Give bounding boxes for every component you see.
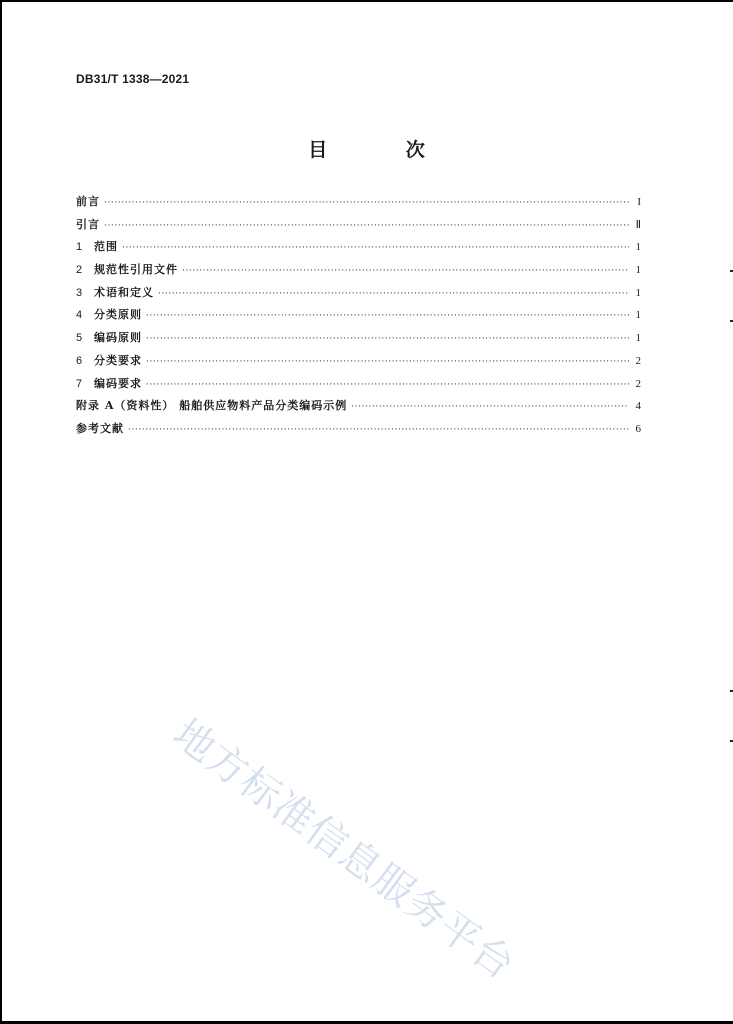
toc-leader-dots: [104, 198, 629, 208]
toc-leader-dots: [104, 221, 629, 231]
toc-entry-foreword[interactable]: [76, 193, 641, 216]
toc-leader-dots: [128, 425, 629, 435]
toc-leader-dots: [158, 289, 629, 299]
toc-label: 术语和定义: [94, 285, 154, 299]
toc-leader-dots: [146, 380, 629, 390]
toc-section-number: 5: [76, 332, 83, 345]
toc-page-number: 1: [635, 309, 641, 322]
toc-label: 范围: [94, 240, 118, 254]
toc-label: 引言: [76, 217, 100, 231]
toc-page-number: Ⅱ: [635, 218, 641, 231]
toc-entry-scope[interactable]: [76, 238, 641, 261]
toc-label: 参考文献: [76, 421, 124, 435]
toc-entry-terms-definitions[interactable]: [76, 284, 641, 307]
toc-entry-appendix-a[interactable]: [76, 397, 641, 420]
toc-label: 前言: [76, 195, 100, 208]
toc-label: 规范性引用文件: [94, 263, 178, 277]
toc-page-number: 4: [635, 400, 641, 413]
toc-entry-classification-requirements[interactable]: [76, 352, 641, 375]
toc-label: 编码原则: [94, 331, 142, 345]
toc-leader-dots: [351, 402, 629, 412]
toc-section-number: 7: [76, 377, 83, 390]
toc-entry-coding-principles[interactable]: [76, 329, 641, 352]
toc-page-number: 2: [635, 377, 641, 390]
toc-page-number: 1: [635, 241, 641, 254]
watermark: 地方标准信息服务平台: [164, 710, 524, 989]
toc-page-number: 6: [635, 422, 641, 435]
toc-section-number: 4: [76, 309, 83, 322]
toc-leader-dots: [146, 334, 629, 344]
toc-leader-dots: [146, 311, 629, 321]
toc-page-number: 2: [635, 354, 641, 367]
toc-entry-classification-principles[interactable]: [76, 306, 641, 329]
toc-page-number: I: [637, 196, 641, 208]
toc-label: 编码要求: [94, 376, 142, 390]
toc-entry-coding-requirements[interactable]: [76, 375, 641, 398]
toc-label: 附录 A（资料性） 船舶供应物料产品分类编码示例: [76, 399, 348, 413]
toc-label: 分类要求: [94, 353, 142, 367]
toc-leader-dots: [182, 266, 629, 276]
toc-entry-bibliography[interactable]: [76, 420, 641, 443]
page-border-top: [0, 0, 733, 2]
toc-section-number: 1: [76, 241, 83, 254]
toc-page-number: 1: [635, 332, 641, 345]
toc-entry-introduction[interactable]: [76, 216, 641, 239]
toc-section-number: 2: [76, 264, 83, 277]
toc-leader-dots: [146, 357, 629, 367]
toc-entry-normative-references[interactable]: [76, 261, 641, 284]
toc-label: 分类原则: [94, 308, 142, 322]
toc-leader-dots: [122, 243, 629, 253]
toc-page-number: 1: [635, 286, 641, 299]
toc-section-number: 6: [76, 354, 83, 367]
table-of-contents: [76, 193, 641, 443]
page-title: 目 次: [308, 139, 461, 161]
document-id: DB31/T 1338—2021: [76, 72, 190, 86]
toc-section-number: 3: [76, 286, 83, 299]
toc-page-number: 1: [635, 264, 641, 277]
